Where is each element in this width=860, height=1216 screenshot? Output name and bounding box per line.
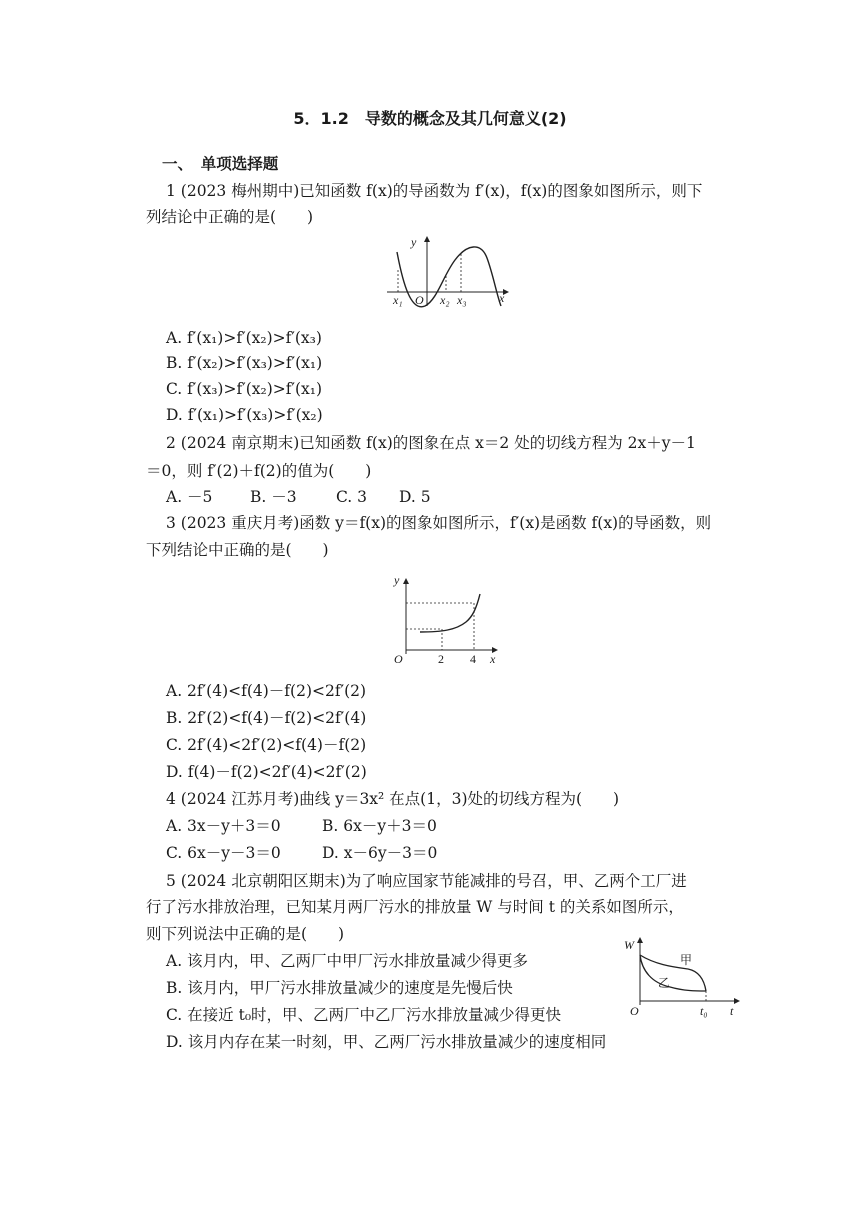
q1-option-d: D. f′(x₁)>f′(x₃)>f′(x₂) (166, 406, 323, 424)
q3-option-b: B. 2f′(2)<f(4)－f(2)<2f′(4) (166, 709, 367, 727)
q1-stem-line1: 1 (2023 梅州期中)已知函数 f(x)的导函数为 f′(x)，f(x)的图象如图所示，则下 (166, 182, 703, 200)
q5-fig-t-label: t (730, 1004, 734, 1018)
q3-figure (392, 574, 504, 666)
q4-option-d: D. x－6y－3＝0 (322, 844, 438, 862)
q1-fig-x1-label: x₁ (393, 293, 403, 307)
q3-option-d: D. f(4)－f(2)<2f′(4)<2f′(2) (166, 763, 367, 781)
q1-fig-x3-label: x₃ (457, 293, 467, 307)
q4-stem-line1: 4 (2024 江苏月考)曲线 y＝3x² 在点(1，3)处的切线方程为( ) (166, 790, 620, 808)
q5-stem-line2: 行了污水排放治理，已知某月两厂污水的排放量 W 与时间 t 的关系如图所示， (146, 898, 684, 916)
q2-option-b: B. －3 (250, 488, 297, 506)
q1-fig-origin-label: O (415, 293, 424, 307)
q3-fig-y-label: y (394, 573, 400, 587)
q5-fig-yi-label: 乙 (658, 976, 671, 990)
q1-fig-x-label: x (499, 291, 505, 305)
q3-fig-x-label: x (490, 652, 496, 666)
q3-fig-tick-4: 4 (470, 652, 476, 666)
q4-option-c: C. 6x－y－3＝0 (166, 844, 281, 862)
q2-option-d: D. 5 (399, 488, 431, 506)
q2-option-a: A. －5 (166, 488, 213, 506)
q2-option-c: C. 3 (336, 488, 368, 506)
q5-option-b: B. 该月内，甲厂污水排放量减少的速度是先慢后快 (166, 979, 513, 997)
q5-fig-jia-label: 甲 (680, 953, 693, 967)
q2-options (166, 487, 431, 507)
q5-fig-t0-label: t₀ (700, 1004, 708, 1018)
q5-figure (622, 935, 742, 1019)
q4-option-a: A. 3x－y＋3＝0 (166, 817, 281, 835)
q3-stem-line2: 下列结论中正确的是( ) (146, 541, 329, 559)
q1-stem-line2: 列结论中正确的是( ) (146, 208, 314, 226)
q4-options-row1 (166, 816, 437, 836)
q3-fig-tick-2: 2 (438, 652, 444, 666)
q1-figure (385, 236, 515, 308)
q5-stem-line1: 5 (2024 北京朝阳区期末)为了响应国家节能减排的号召，甲、乙两个工厂进 (166, 872, 687, 890)
q1-fig-x2-label: x₂ (440, 293, 450, 307)
q2-stem-line1: 2 (2024 南京期末)已知函数 f(x)的图象在点 x＝2 处的切线方程为 2x＋y－1 (166, 434, 696, 452)
section-heading: 一、 单项选择题 (162, 155, 279, 173)
q3-stem-line1: 3 (2023 重庆月考)函数 y＝f(x)的图象如图所示，f′(x)是函数 f(x)的导函数，则 (166, 514, 712, 532)
q5-option-d: D. 该月内存在某一时刻，甲、乙两厂污水排放量减少的速度相同 (166, 1033, 607, 1051)
q1-fig-y-label: y (411, 235, 417, 249)
q5-stem-line3: 则下列说法中正确的是( ) (146, 925, 345, 943)
q1-option-b: B. f′(x₂)>f′(x₃)>f′(x₁) (166, 354, 323, 372)
q1-option-a: A. f′(x₁)>f′(x₂)>f′(x₃) (166, 329, 322, 347)
q3-option-c: C. 2f′(4)<2f′(2)<f(4)－f(2) (166, 736, 367, 754)
q5-fig-origin-label: O (630, 1004, 639, 1018)
q1-option-c: C. f′(x₃)>f′(x₂)>f′(x₁) (166, 380, 323, 398)
q5-option-a: A. 该月内，甲、乙两厂中甲厂污水排放量减少得更多 (166, 952, 529, 970)
q4-option-b: B. 6x－y＋3＝0 (322, 817, 437, 835)
q5-fig-w-label: W (624, 938, 634, 952)
q2-stem-line2: ＝0，则 f′(2)＋f(2)的值为( ) (146, 462, 372, 480)
q3-option-a: A. 2f′(4)<f(4)－f(2)<2f′(2) (166, 682, 367, 700)
q3-fig-origin-label: O (394, 652, 403, 666)
page-title: 5．1.2 导数的概念及其几何意义(2) (293, 109, 567, 128)
q5-option-c: C. 在接近 t₀时，甲、乙两厂中乙厂污水排放量减少得更快 (166, 1006, 562, 1024)
q4-options-row2 (166, 843, 437, 863)
